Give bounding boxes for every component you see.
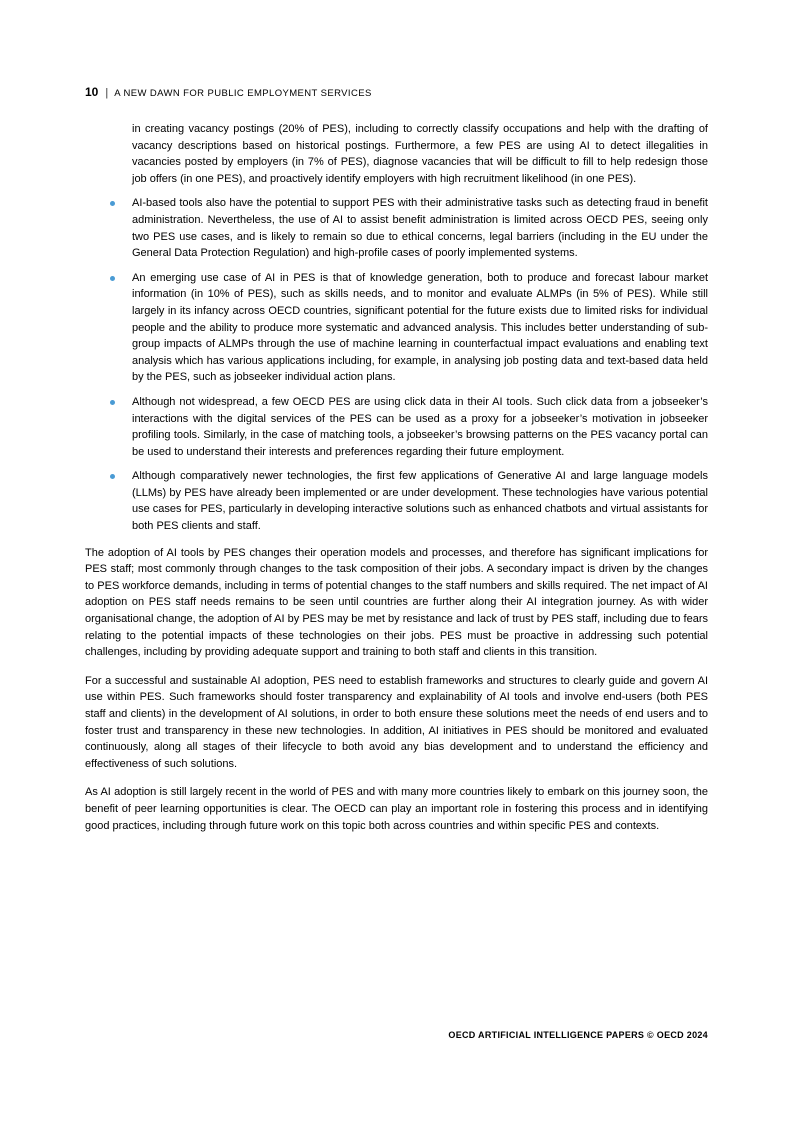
continuation-paragraph: in creating vacancy postings (20% of PES), including to correctly classify occupations and help with the drafting of vacancy descriptions based on historical postings. Furthermore, a few PES are using AI to detect illegalities in vacancies posted by employers (in 7% of PES), diagnose vacancies that will be difficult to fill to help redesign those job offers (in one PES), and proactively identify employers with high recruitment likelihood (in one PES). — [132, 123, 708, 185]
bullet-list — [85, 195, 708, 534]
body-paragraph: For a successful and sustainable AI adoption, PES need to establish frameworks and structures to clearly guide and govern AI use within PES. Such frameworks should foster transparency and explainability of AI tools and involve end-users (both PES staff and clients) in the development of AI solutions, in order to both ensure these solutions meet the needs of end users and to foster trust and transparency in these new technologies. In addition, AI initiatives in PES should be monitored and evaluated continuously, along all stages of their lifecycle to both avoid any bias development and to understand the efficiency and effectiveness of such solutions. — [85, 674, 708, 770]
body-paragraphs — [85, 545, 708, 835]
body-paragraph: As AI adoption is still largely recent in the world of PES and with many more countries likely to embark on this journey soon, the benefit of peer learning opportunities is clear. The OECD can play an important role in fostering this process and in identifying good practices, including through future work on this topic both across countries and within specific PES and contexts. — [85, 786, 708, 832]
bullet-item — [85, 468, 708, 534]
bullet-icon — [110, 276, 115, 281]
bullet-icon — [110, 201, 115, 206]
page-footer — [448, 1030, 708, 1040]
bullet-icon — [110, 474, 115, 479]
footer-text: OECD ARTIFICIAL INTELLIGENCE PAPERS © OECD 2024 — [448, 1030, 708, 1040]
page-header — [85, 85, 372, 99]
bullet-text: Although not widespread, a few OECD PES are using click data in their AI tools. Such click data from a jobseeker’s interactions with the digital services of the PES can be used as a proxy for a jobseeker’s motivation in jobseeker profiling tools. Similarly, in the case of matching tools, a jobseeker’s browsing patterns on the PES vacancy portal can be used to understand their interests and preferences regarding their future employment. — [132, 395, 708, 458]
bullet-item — [85, 394, 708, 460]
page-content — [85, 121, 708, 846]
page-number: 10 — [85, 85, 99, 99]
bullet-text: An emerging use case of AI in PES is that of knowledge generation, both to produce and forecast labour market information (in 10% of PES), such as skills needs, and to monitor and evaluate ALMPs (in 5% of PES). While still largely in its infancy across OECD countries, significant potential for the future exists due to limited risks for individual people and the ability to produce more systematic and advanced analysis. This includes better understanding of sub-group impacts of ALMPs through the use of machine learning in counterfactual impact evaluations and enabling text analysis which has various applications including, for example, in analysing job posting data and text-based data held by the PES, such as jobseeker individual action plans. — [132, 271, 708, 384]
bullet-item — [85, 195, 708, 261]
running-title: A NEW DAWN FOR PUBLIC EMPLOYMENT SERVICES — [114, 88, 372, 99]
bullet-item — [85, 270, 708, 386]
bullet-text: AI-based tools also have the potential to support PES with their administrative tasks such as detecting fraud in benefit administration. Nevertheless, the use of AI to assist benefit administration is limited across OECD PES, seeing only two PES use cases, and is likely to remain so due to ethical concerns, legal barriers (including in the EU under the General Data Protection Regulation) and high-profile cases of poorly implemented systems. — [132, 197, 708, 260]
bullet-icon — [110, 400, 115, 405]
bullet-text: Although comparatively newer technologies, the first few applications of Generative AI and large language models (LLMs) by PES have already been implemented or are under development. These technologies have various potential use cases for PES, particularly in developing interactive solutions such as enhanced chatbots and virtual assistants for both PES clients and staff. — [132, 470, 708, 533]
header-separator: | — [105, 87, 109, 99]
body-paragraph: The adoption of AI tools by PES changes their operation models and processes, and therefore has significant implications for PES staff; most commonly through changes to the task composition of their jobs. A secondary impact is driven by the changes to PES workforce demands, including in terms of potential changes to the staff numbers and skills required. The net impact of AI adoption on PES staff needs remains to be seen until countries are further along their AI integration journey. As with wider organisational change, the adoption of AI by PES may be met by resistance and lack of trust by PES staff, including due to fears relating to the potential impacts of these technologies on their jobs. PES must be proactive in addressing such potential challenges, including by providing adequate support and training to both staff and clients in this transition. — [85, 546, 708, 659]
